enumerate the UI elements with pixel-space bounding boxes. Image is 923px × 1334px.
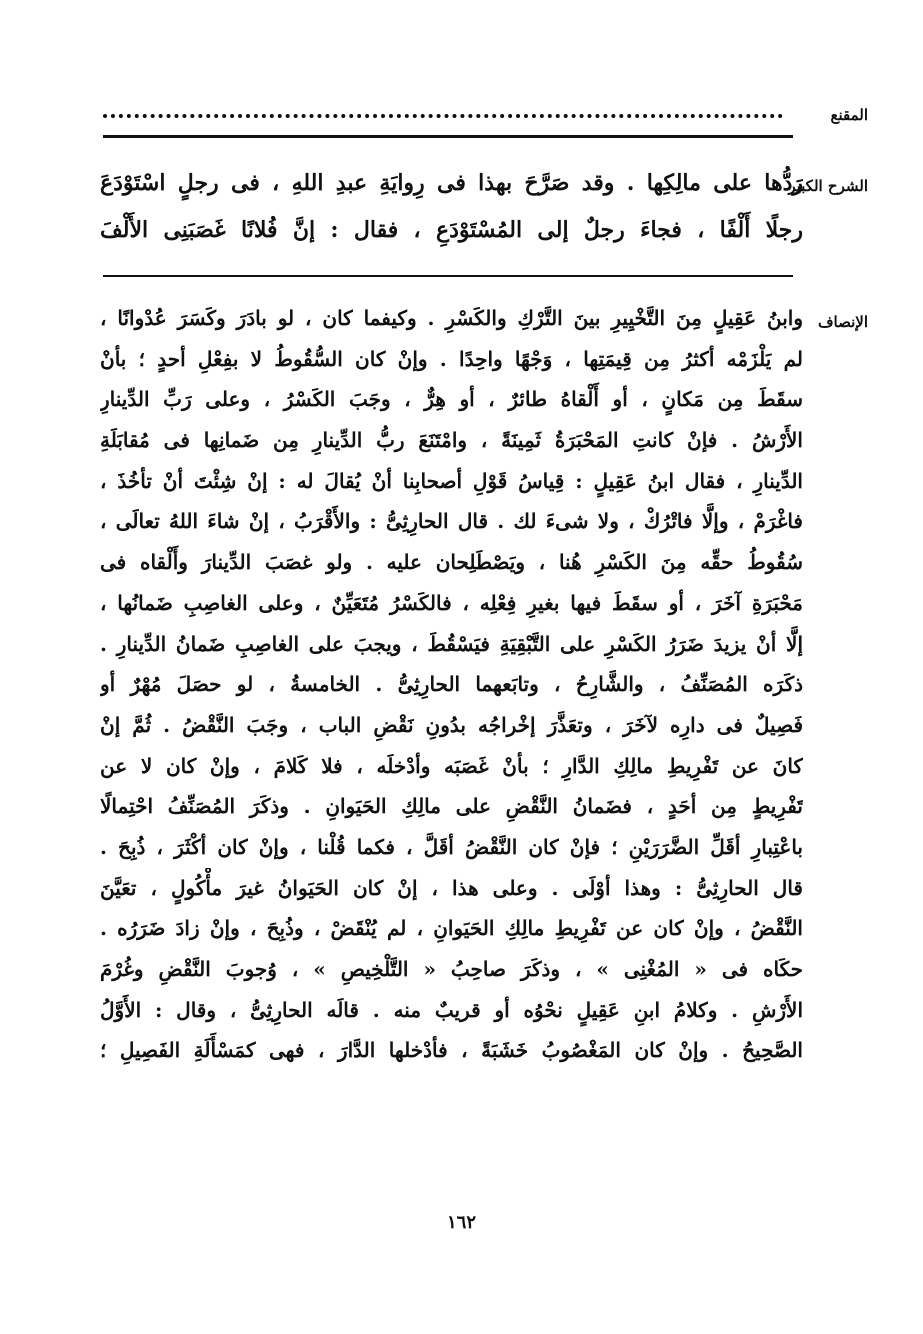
insaf-line: فاغْرَمْ ، وإلَّا فاتْرُكْ ، ولا شىءَ لك . قال الحارِثِىُّ : والأَقْرَبُ ، إنْ شاءَ اللهُ تعالَى ، <box>100 509 803 534</box>
insaf-line: النَّقْضُ ، وإنْ كان عن تَفْرِيطِ مالِكِ الحَيَوانِ ، لم يُنْقَضْ ، وذُبِحَ ، وإنْ زادَ ضَرَرُه . <box>100 916 803 941</box>
sharh-section-label: الشرح الكبير <box>788 177 868 195</box>
insaf-line: لم يَلْزَمْه أكثرُ مِن قِيمَتِها ، وَجْهًا واحِدًا . وإنْ كان السُّقُوطُ لا بفِعْلِ أحدٍ ؛ بأنْ <box>100 346 803 371</box>
insaf-line: كانَ عن تَفْرِيطِ مالِكِ الدَّارِ ؛ بأنْ غَصَبَه وأدْخلَه ، فلا كَلامَ ، وإنْ كان لا عن <box>100 753 803 778</box>
section-divider <box>103 275 793 277</box>
running-title-dotted-leader <box>103 104 783 118</box>
insaf-line: قال الحارِثِىُّ : وهذا أوْلَى . وعلى هذا ، إنْ كان الحَيَوانُ غيرَ مأْكُولٍ ، تعَيَّنَ <box>100 875 803 900</box>
insaf-line: إلَّا أنْ يزيدَ ضَرَرُ الكَسْرِ على التَّبْقِيَةِ فيَسْقُطَ ، ويجبَ على الغاصِبِ ضَمانُ الدِّينارِ . <box>100 631 803 656</box>
insaf-line: سقَطَ مِن مَكانٍ ، أو أَلْقاهُ طائرٌ ، أو هِرٌّ ، وجَبَ الكَسْرُ ، وعلى رَبِّ الدِّينارِ <box>100 387 803 412</box>
insaf-line: الأَرْشِ . وكلامُ ابنِ عَقِيلٍ نحْوُه أو قريبٌ منه . قالَه الحارِثِىُّ ، وقال : الأَوَّلُ <box>100 997 803 1022</box>
sharh-line: رجلًا أَلْفًا ، فجاءَ رجلٌ إلى المُسْتَوْدَعِ ، فقال : إنَّ فُلانًا غَصَبَنِى الأَلْفَ <box>100 217 803 243</box>
insaf-line: الدِّينارِ ، فقال ابنُ عَقِيلٍ : قِياسُ قَوْلِ أصحابِنا أنْ يُقالَ له : إنْ شِئْتَ أنْ تأخُذَ ، <box>100 468 803 493</box>
sharh-line: رَدُّها على مالِكِها . وقد صَرَّحَ بهذا فى رِوايَةِ عبدِ اللهِ ، فى رجلٍ اسْتَوْدَعَ <box>100 170 803 196</box>
sharh-text <box>100 160 803 254</box>
insaf-line: فَصِيلٌ فى دارِه لآخَرَ ، وتعَذَّرَ إخْراجُه بدُونِ نَقْضِ الباب ، وجَبَ النَّقْضُ . ثُمَّ إنْ <box>100 712 803 737</box>
insaf-line: الصَّحِيحُ . وإنْ كان المَغْصُوبُ خَشَبَةً ، فأدْخلها الدَّارَ ، فهى كمَسْأَلَةِ الفَصِيلِ ؛ <box>100 1038 803 1063</box>
running-title: المقنع <box>830 106 868 124</box>
insaf-section-label: الإنصاف <box>817 313 868 331</box>
insaf-line: سُقُوطُ حقِّه مِنَ الكَسْرِ هُنا ، ويَصْطَلِحان عليه . ولو غصَبَ الدِّينارَ وأَلْقاه فى <box>100 550 803 575</box>
insaf-line: تَفْرِيطٍ مِن أحَدٍ ، فضَمانُ النَّقْضِ على مالِكِ الحَيَوانِ . وذكَرَ المُصَنِّفُ احْتِمالًا <box>100 794 803 819</box>
insaf-line: حكَاه فى « المُغْنِى » ، وذكَرَ صاحِبُ « التَّلْخِيصِ » ، وُجوبَ النَّقْضِ وغُرْمَ <box>100 957 803 981</box>
insaf-line: ذكَرَه المُصَنِّفُ ، والشَّارِحُ ، وتابَعهما الحارِثِىُّ . الخامسةُ ، لو حصَلَ مُهْرٌ أو <box>100 672 803 697</box>
page-number: ١٦٢ <box>446 1212 476 1233</box>
header-rule <box>103 135 793 138</box>
insaf-line: مَحْبَرَةِ آخَرَ ، أو سقَطَ فيها بغيرِ فِعْلِه ، فالكَسْرُ مُتَعَيِّنٌ ، وعلى الغاصِبِ ضَمانُها ، <box>100 590 803 615</box>
insaf-line: باعْتِبارِ أقَلِّ الضَّرَرَيْنِ ؛ فإنْ كان النَّقْضُ أقَلَّ ، فكما قُلْنا ، وإنْ كان أكْثَرَ ، ذُبِحَ . <box>100 834 803 859</box>
insaf-line: وابنُ عَقِيلٍ مِنَ التَّخْيِيرِ بينَ التَّرْكِ والكَسْرِ . وكيفما كان ، لو بادَرَ وكَسَرَ عُدْوانًا ، <box>100 306 803 330</box>
insaf-text <box>100 298 803 1071</box>
insaf-line: الأَرْشُ . فإنْ كانتِ المَحْبَرَةُ ثَمِينَةً ، وامْتَنَعَ ربُّ الدِّينارِ مِن ضَمانِها فى مُقابَلَةِ <box>100 428 803 453</box>
